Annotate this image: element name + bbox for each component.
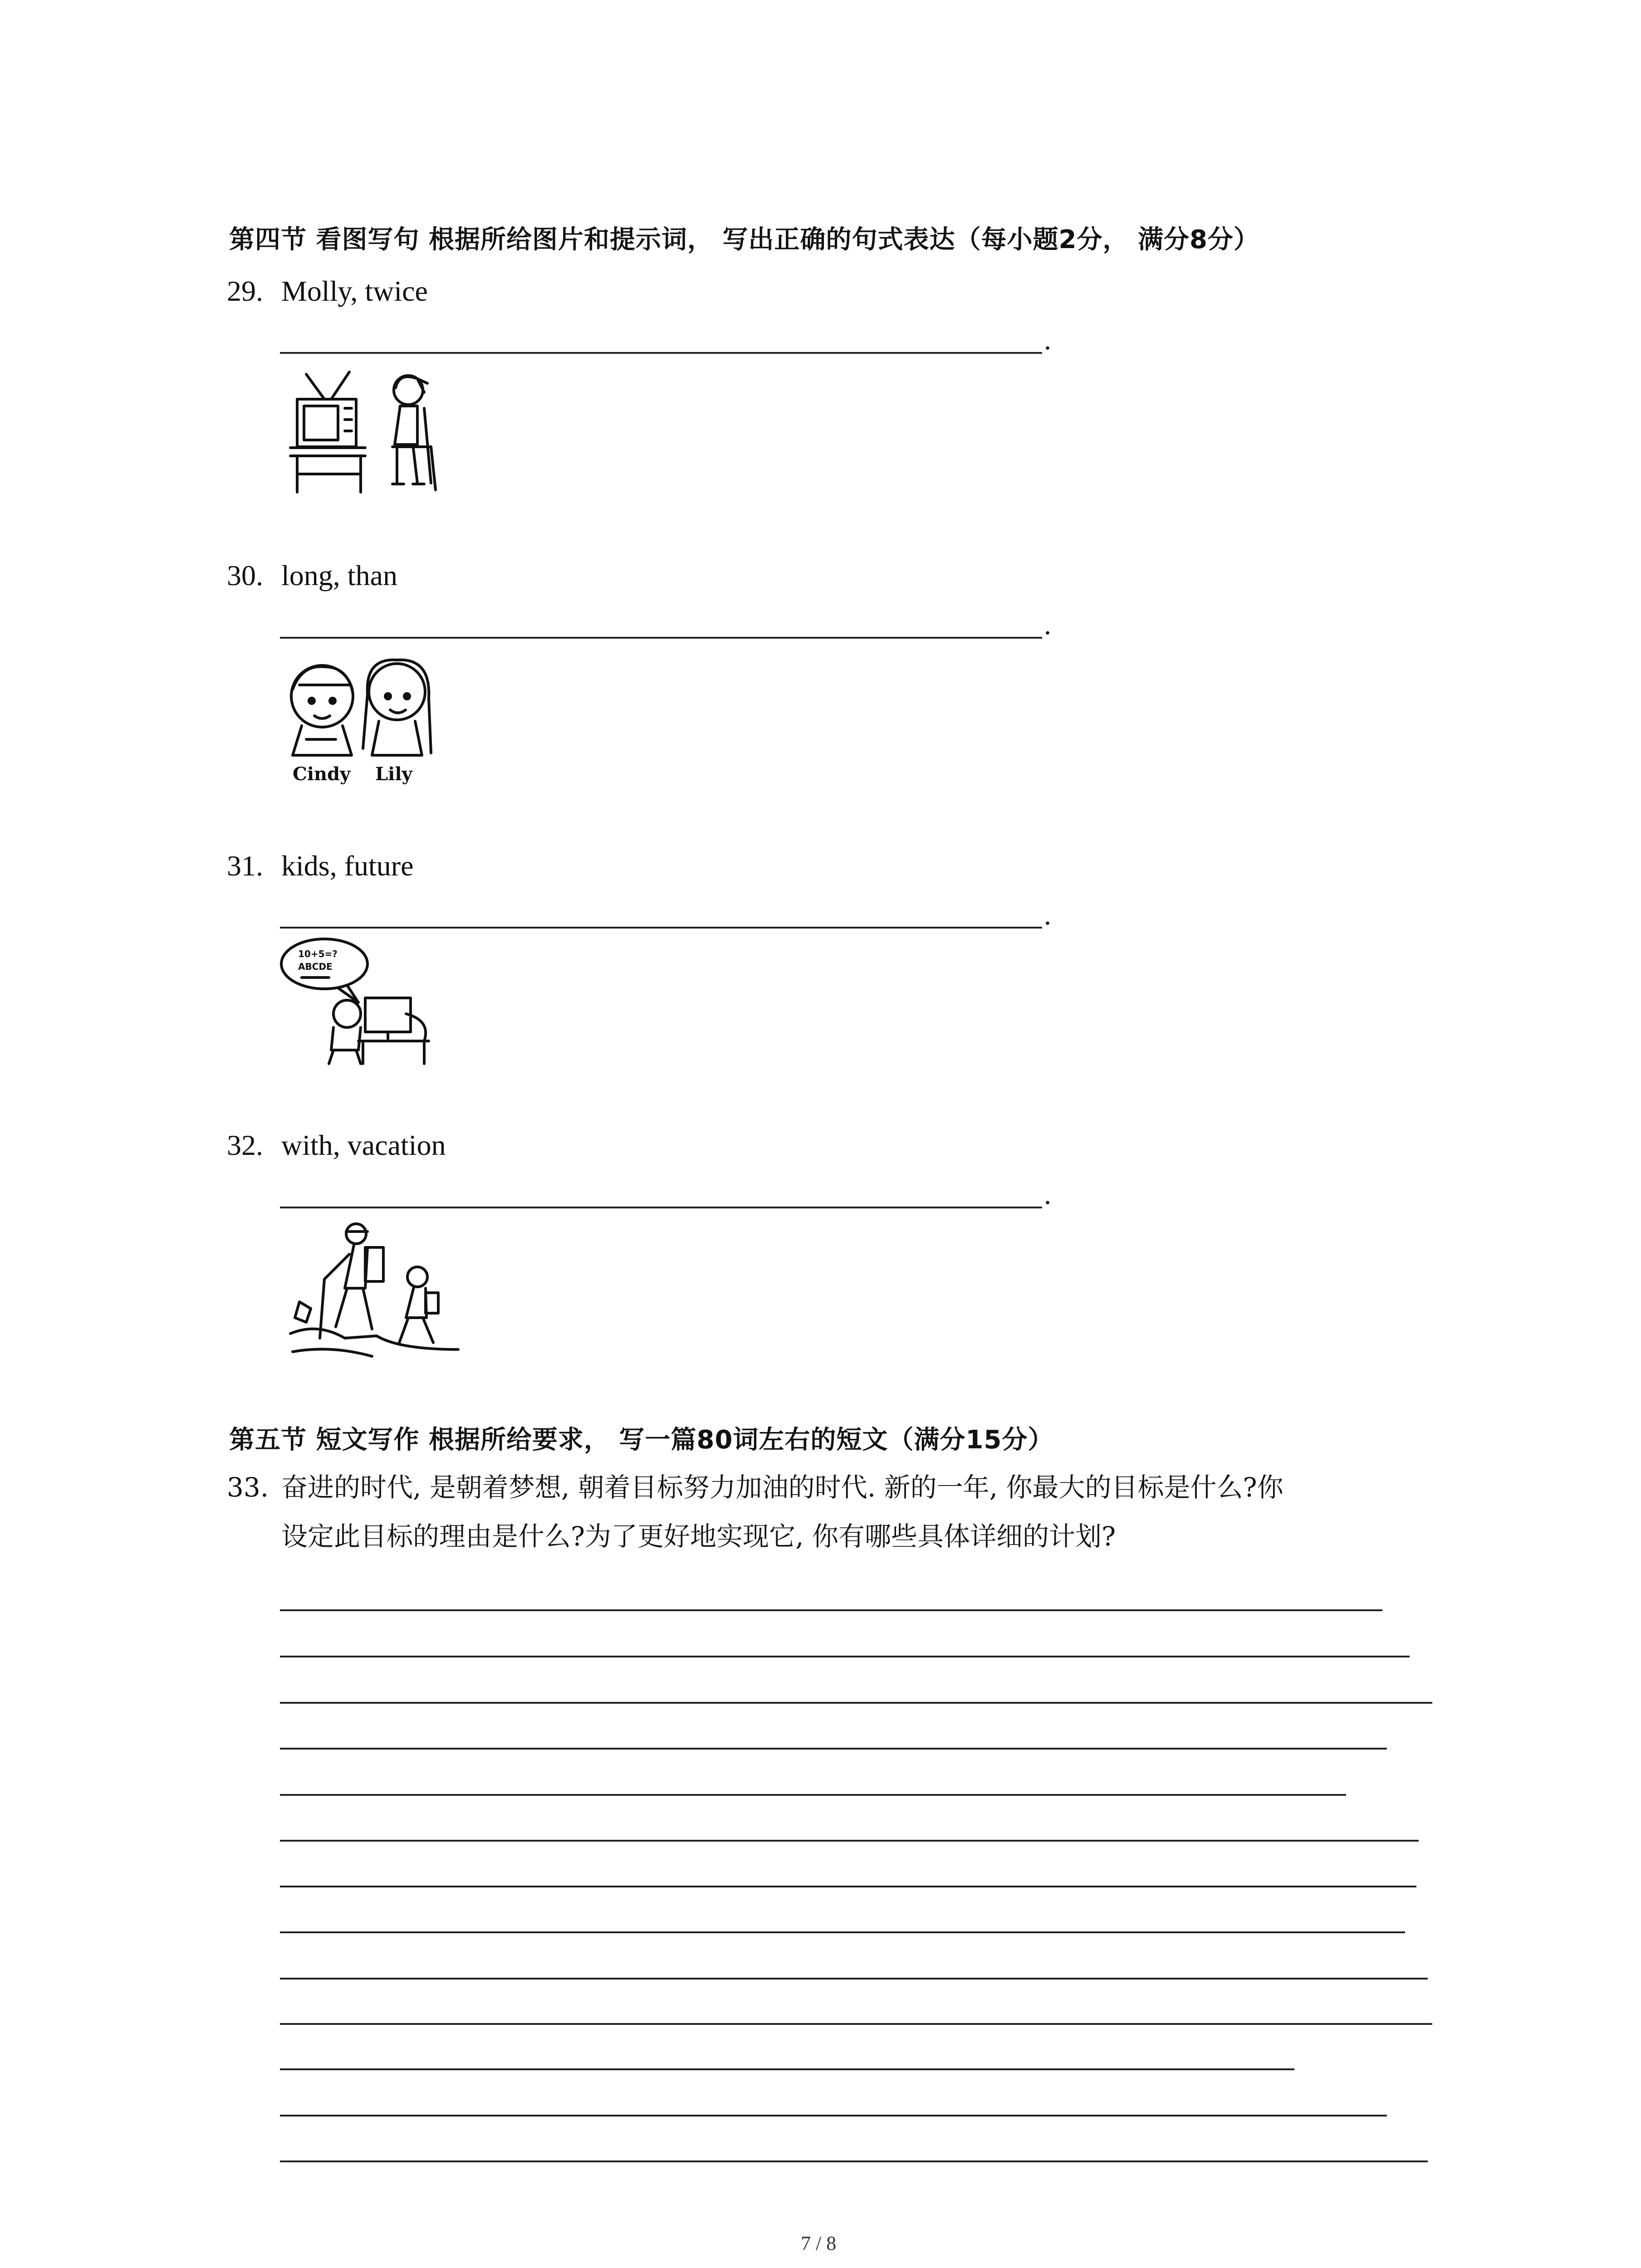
question-number: 30.	[227, 559, 263, 591]
question-number: 29.	[227, 275, 263, 307]
picture-30	[274, 649, 447, 789]
bubble-text-math: 10+5=?	[298, 948, 338, 959]
question-hint: Molly, twice	[281, 275, 428, 307]
question-30	[227, 559, 397, 592]
answer-period-30: .	[1044, 608, 1051, 640]
picture-31	[279, 934, 460, 1066]
question-number: 31.	[227, 850, 263, 882]
writing-line[interactable]	[280, 1702, 1432, 1704]
section5-heading: 第五节 短文写作 根据所给要求， 写一篇80词左右的短文（满分15分）	[229, 1425, 1054, 1455]
picture-29	[281, 365, 449, 497]
writing-line[interactable]	[280, 1840, 1419, 1842]
answer-line-32[interactable]	[280, 1207, 1042, 1208]
question-number: 33.	[227, 1472, 269, 1503]
writing-line[interactable]	[280, 1609, 1382, 1611]
question-hint: kids, future	[281, 850, 414, 882]
writing-line[interactable]	[280, 1748, 1387, 1750]
writing-line[interactable]	[280, 2068, 1294, 2070]
question-hint: with, vacation	[281, 1129, 446, 1161]
question-hint: long, than	[281, 559, 397, 591]
writing-line[interactable]	[280, 1794, 1346, 1796]
question-32	[227, 1129, 446, 1162]
writing-line[interactable]	[280, 1886, 1416, 1887]
question-29	[227, 274, 428, 308]
answer-period-31: .	[1044, 899, 1051, 931]
question-31	[227, 849, 414, 883]
picture-label-lily: Lily	[375, 763, 412, 785]
writing-line[interactable]	[280, 2160, 1428, 2162]
hiking-with-child-illustration	[281, 1220, 463, 1361]
question-number: 32.	[227, 1129, 263, 1161]
page-number: 7 / 8	[801, 2232, 837, 2254]
writing-line[interactable]	[280, 1978, 1428, 1980]
answer-line-30[interactable]	[280, 637, 1042, 639]
question-33-prompt	[227, 1463, 1452, 1561]
bubble-text-letters: ABCDE	[298, 961, 333, 972]
two-girls-hair-illustration	[274, 649, 447, 789]
writing-line[interactable]	[280, 1931, 1405, 1933]
picture-32	[281, 1220, 463, 1361]
writing-line[interactable]	[280, 2023, 1432, 2025]
section4-heading: 第四节 看图写句 根据所给图片和提示词， 写出正确的句式表达（每小题2分， 满分8分）	[229, 225, 1259, 254]
prompt-line-1: 奋进的时代, 是朝着梦想, 朝着目标努力加油的时代. 新的一年, 你最大的目标是什么?你	[281, 1472, 1283, 1503]
prompt-line-2: 设定此目标的理由是什么?为了更好地实现它, 你有哪些具体详细的计划?	[281, 1521, 1116, 1552]
girl-watching-tv-illustration	[281, 365, 449, 497]
answer-period-32: .	[1044, 1178, 1051, 1210]
picture-label-cindy: Cindy	[293, 763, 351, 785]
answer-line-29[interactable]	[280, 352, 1042, 354]
writing-line[interactable]	[280, 1656, 1410, 1657]
writing-line[interactable]	[280, 2115, 1387, 2116]
kid-at-computer-illustration	[279, 934, 460, 1066]
answer-line-31[interactable]	[280, 927, 1042, 929]
answer-period-29: .	[1044, 323, 1051, 356]
